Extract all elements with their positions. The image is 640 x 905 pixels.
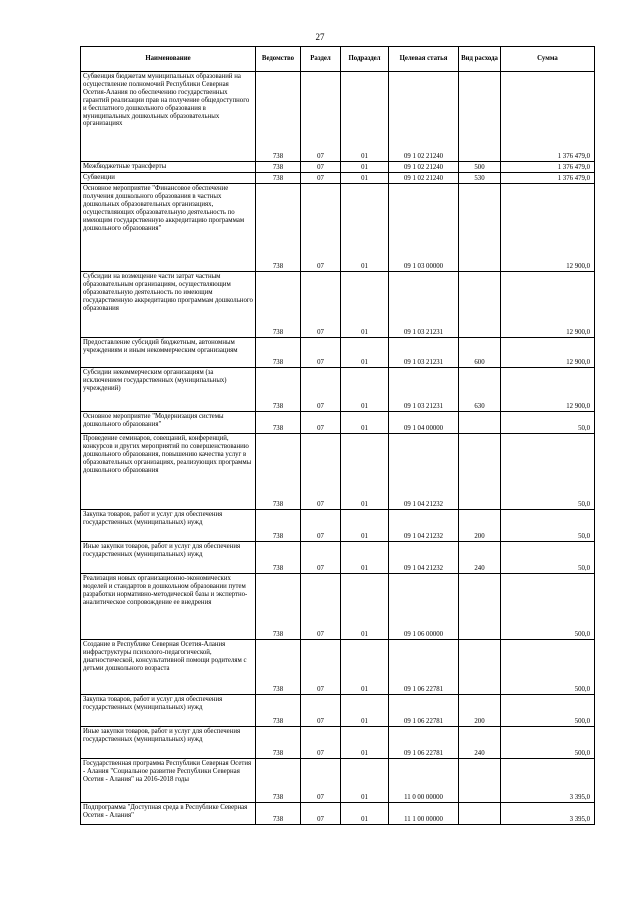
page-number: 27 [315, 32, 325, 42]
row-kind [459, 272, 501, 338]
row-sum: 500,0 [501, 727, 595, 759]
row-target: 11 1 00 00000 [389, 803, 459, 825]
row-department: 738 [256, 412, 301, 434]
row-sum: 12 900,0 [501, 368, 595, 412]
row-kind [459, 412, 501, 434]
row-subsection: 01 [341, 368, 389, 412]
row-department: 738 [256, 727, 301, 759]
row-target: 09 1 04 00000 [389, 412, 459, 434]
header-name: Наименование [81, 47, 256, 72]
row-sum: 50,0 [501, 510, 595, 542]
row-name: Иные закупки товаров, работ и услуг для обеспечения государственных (муниципальных) нужд [81, 727, 256, 759]
row-section: 07 [301, 184, 341, 272]
row-section: 07 [301, 510, 341, 542]
row-target: 09 1 06 00000 [389, 574, 459, 640]
table-row [81, 640, 595, 695]
row-kind [459, 640, 501, 695]
row-sum: 12 900,0 [501, 272, 595, 338]
row-kind [459, 803, 501, 825]
row-subsection: 01 [341, 184, 389, 272]
row-section: 07 [301, 338, 341, 368]
header-section: Раздел [301, 47, 341, 72]
row-subsection: 01 [341, 72, 389, 162]
row-kind: 240 [459, 542, 501, 574]
row-sum: 50,0 [501, 542, 595, 574]
row-sum: 12 900,0 [501, 184, 595, 272]
row-name: Реализация новых организационно-экономических моделей и стандартов в дошкольном образовании путем разработки нормативно-методической базы и экспертно-аналитическое сопровождение ее внедрения [81, 574, 256, 640]
row-name: Субсидии некоммерческим организациям (за исключением государственных (муниципальных) учреждений) [81, 368, 256, 412]
table-row [81, 184, 595, 272]
row-subsection: 01 [341, 173, 389, 184]
row-name: Субсидии на возмещение части затрат частным образовательным организациям, осуществляющим образовательную деятельность по имеющим государственную аккредитацию программам дошкольного образования [81, 272, 256, 338]
row-department: 738 [256, 574, 301, 640]
table-row [81, 368, 595, 412]
table-row [81, 510, 595, 542]
row-kind [459, 759, 501, 803]
row-sum: 500,0 [501, 640, 595, 695]
row-target: 09 1 03 21231 [389, 338, 459, 368]
row-department: 738 [256, 72, 301, 162]
row-target: 09 1 02 21240 [389, 72, 459, 162]
budget-table [80, 46, 595, 825]
row-section: 07 [301, 368, 341, 412]
row-section: 07 [301, 72, 341, 162]
row-department: 738 [256, 184, 301, 272]
row-section: 07 [301, 412, 341, 434]
table-row [81, 803, 595, 825]
row-name: Основное мероприятие "Финансовое обеспечение получения дошкольного образования в частных дошкольных образовательных организациях, осуществляющих образовательную деятельность по имеющим государственную аккредитацию программам дошкольного образования" [81, 184, 256, 272]
row-target: 09 1 04 21232 [389, 510, 459, 542]
row-target: 09 1 06 22781 [389, 727, 459, 759]
row-section: 07 [301, 695, 341, 727]
row-section: 07 [301, 434, 341, 510]
table-row [81, 173, 595, 184]
row-kind [459, 434, 501, 510]
row-name: Предоставление субсидий бюджетным, автономным учреждениям и иным некоммерческим организациям [81, 338, 256, 368]
row-name: Субвенции [81, 173, 256, 184]
table-row [81, 72, 595, 162]
row-target: 09 1 02 21240 [389, 162, 459, 173]
row-subsection: 01 [341, 412, 389, 434]
row-department: 738 [256, 434, 301, 510]
row-target: 09 1 06 22781 [389, 640, 459, 695]
row-kind [459, 184, 501, 272]
row-kind: 500 [459, 162, 501, 173]
row-subsection: 01 [341, 695, 389, 727]
row-kind: 200 [459, 695, 501, 727]
row-sum: 3 395,0 [501, 759, 595, 803]
row-sum: 3 395,0 [501, 803, 595, 825]
row-section: 07 [301, 173, 341, 184]
row-name: Государственная программа Республики Северная Осетия - Алания "Социальное развитие Республики Северная Осетия - Алания" на 2016-2018 годы [81, 759, 256, 803]
row-kind: 600 [459, 338, 501, 368]
row-name: Подпрограмма "Доступная среда в Республике Северная Осетия - Алания" [81, 803, 256, 825]
row-subsection: 01 [341, 162, 389, 173]
row-target: 09 1 03 21231 [389, 272, 459, 338]
table-row [81, 162, 595, 173]
row-name: Основное мероприятие "Модернизация системы дошкольного образования" [81, 412, 256, 434]
table-row [81, 727, 595, 759]
row-section: 07 [301, 803, 341, 825]
row-section: 07 [301, 574, 341, 640]
row-target: 09 1 04 21232 [389, 542, 459, 574]
row-subsection: 01 [341, 338, 389, 368]
row-subsection: 01 [341, 434, 389, 510]
table-row [81, 272, 595, 338]
row-target: 09 1 03 21231 [389, 368, 459, 412]
row-sum: 50,0 [501, 412, 595, 434]
table-row [81, 412, 595, 434]
row-kind: 200 [459, 510, 501, 542]
table-row [81, 338, 595, 368]
row-department: 738 [256, 162, 301, 173]
row-kind: 530 [459, 173, 501, 184]
row-name: Закупка товаров, работ и услуг для обеспечения государственных (муниципальных) нужд [81, 695, 256, 727]
row-section: 07 [301, 542, 341, 574]
row-department: 738 [256, 803, 301, 825]
row-section: 07 [301, 759, 341, 803]
row-department: 738 [256, 338, 301, 368]
header-kind: Вид расхода [459, 47, 501, 72]
table-row [81, 542, 595, 574]
row-department: 738 [256, 510, 301, 542]
row-target: 09 1 04 21232 [389, 434, 459, 510]
row-subsection: 01 [341, 803, 389, 825]
row-kind [459, 72, 501, 162]
row-subsection: 01 [341, 574, 389, 640]
row-subsection: 01 [341, 272, 389, 338]
row-sum: 12 900,0 [501, 338, 595, 368]
table-row [81, 434, 595, 510]
row-department: 738 [256, 542, 301, 574]
header-sum: Сумма [501, 47, 595, 72]
header-department: Ведомство [256, 47, 301, 72]
row-kind: 240 [459, 727, 501, 759]
row-target: 09 1 02 21240 [389, 173, 459, 184]
row-section: 07 [301, 640, 341, 695]
row-department: 738 [256, 368, 301, 412]
row-department: 738 [256, 173, 301, 184]
row-target: 09 1 06 22781 [389, 695, 459, 727]
row-department: 738 [256, 640, 301, 695]
row-name: Создание в Республике Северная Осетия-Алания инфраструктуры психолого-педагогической, диагностической, консультативной помощи родителям с детьми дошкольного возраста [81, 640, 256, 695]
row-sum: 1 376 479,0 [501, 162, 595, 173]
row-name: Межбюджетные трансферты [81, 162, 256, 173]
row-name: Субвенция бюджетам муниципальных образований на осуществление полномочий Республики Северная Осетия-Алания по обеспечению государственных гарантий реализации прав на получение общедоступного и бесплатного дошкольного образования в муниципальных дошкольных образовательных организациях [81, 72, 256, 162]
table-row [81, 759, 595, 803]
table-header-row [81, 47, 595, 72]
row-department: 738 [256, 695, 301, 727]
row-sum: 1 376 479,0 [501, 173, 595, 184]
row-sum: 500,0 [501, 695, 595, 727]
row-kind [459, 574, 501, 640]
table-row [81, 695, 595, 727]
header-subsection: Подраздел [341, 47, 389, 72]
row-subsection: 01 [341, 542, 389, 574]
row-subsection: 01 [341, 727, 389, 759]
row-sum: 500,0 [501, 574, 595, 640]
row-name: Закупка товаров, работ и услуг для обеспечения государственных (муниципальных) нужд [81, 510, 256, 542]
row-section: 07 [301, 727, 341, 759]
row-subsection: 01 [341, 640, 389, 695]
row-target: 11 0 00 00000 [389, 759, 459, 803]
row-sum: 1 376 479,0 [501, 72, 595, 162]
row-subsection: 01 [341, 510, 389, 542]
row-target: 09 1 03 00000 [389, 184, 459, 272]
table-row [81, 574, 595, 640]
row-department: 738 [256, 272, 301, 338]
row-name: Иные закупки товаров, работ и услуг для обеспечения государственных (муниципальных) нужд [81, 542, 256, 574]
row-kind: 630 [459, 368, 501, 412]
row-subsection: 01 [341, 759, 389, 803]
row-section: 07 [301, 162, 341, 173]
row-sum: 50,0 [501, 434, 595, 510]
header-target: Целевая статья [389, 47, 459, 72]
row-section: 07 [301, 272, 341, 338]
row-department: 738 [256, 759, 301, 803]
row-name: Проведение семинаров, совещаний, конференций, конкурсов и других мероприятий по совершенствованию дошкольного образования, повышению качества услуг в образовательных организациях, реализующих программы дошкольного образования [81, 434, 256, 510]
